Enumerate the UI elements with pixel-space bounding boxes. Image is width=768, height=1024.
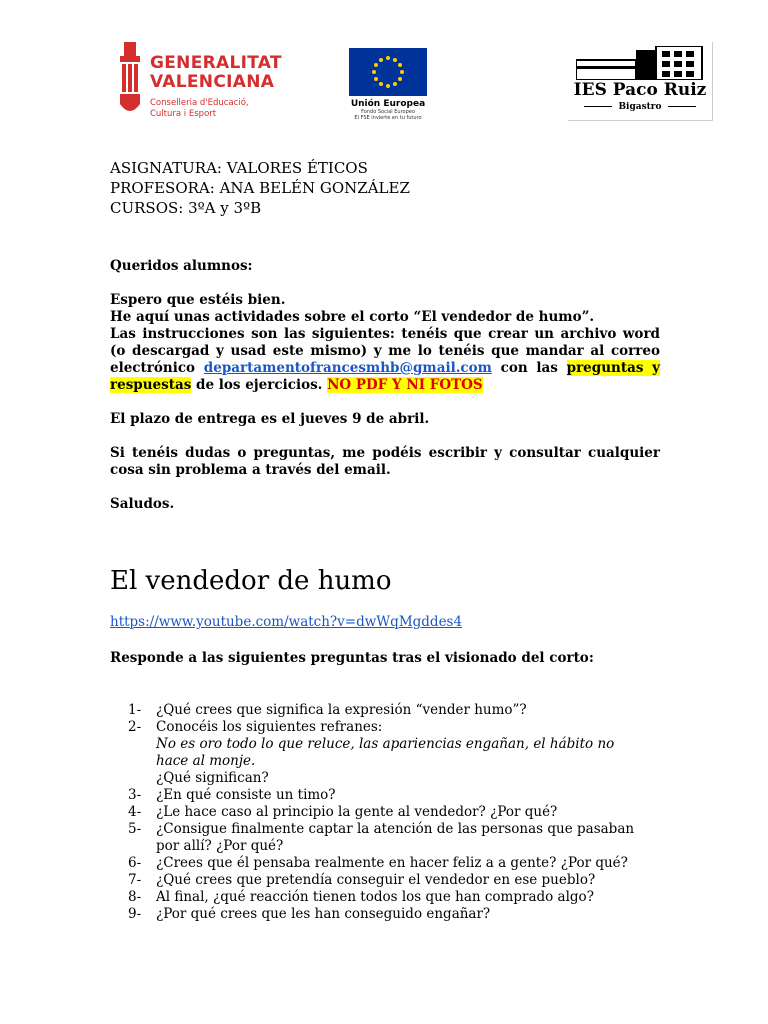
list-item: 2- Conocéis los siguientes refranes: No es oro todo lo que reluce, las apariencias engañan, el hábito no hace al monje. ¿Qué significan? bbox=[128, 719, 615, 786]
youtube-link[interactable]: https://www.youtube.com/watch?v=dwWqMgddes4 bbox=[110, 614, 463, 630]
activity-title: El vendedor de humo bbox=[110, 566, 392, 596]
list-item: 1- ¿Qué crees que significa la expresión “vender humo”? bbox=[128, 702, 527, 718]
questions-lead: Responde a las siguientes preguntas tras el visionado del corto: bbox=[110, 650, 594, 666]
generalitat-title: GENERALITAT VALENCIANA bbox=[150, 53, 282, 92]
courses-line: CURSOS: 3ºA y 3ºB bbox=[110, 199, 262, 217]
list-item: 4- ¿Le hace caso al principio la gente al vendedor? ¿Por qué? bbox=[128, 804, 558, 820]
eu-motto: El FSE invierte en tu futuro bbox=[354, 115, 422, 121]
generalitat-logo bbox=[118, 42, 298, 122]
course-info bbox=[110, 158, 660, 218]
teacher-line: PROFESORA: ANA BELÉN GONZÁLEZ bbox=[110, 179, 410, 197]
list-item: 7- ¿Qué crees que pretendía conseguir el vendedor en ese pueblo? bbox=[128, 872, 596, 888]
warning-text: NO PDF Y NI FOTOS bbox=[327, 377, 483, 393]
list-item: 8- Al final, ¿qué reacción tienen todos los que han comprado algo? bbox=[128, 889, 594, 905]
letter-line-1: Espero que estéis bien. bbox=[110, 292, 286, 308]
eu-logo bbox=[348, 48, 428, 126]
eu-fund: Fondo Social Europeo bbox=[361, 109, 415, 115]
eu-name: Unión Europea bbox=[350, 99, 426, 109]
doubts-paragraph: Si tenéis dudas o preguntas, me podéis escribir y consultar cualquier cosa sin problema a través del email. bbox=[110, 445, 660, 478]
subject-line: ASIGNATURA: VALORES ÉTICOS bbox=[110, 159, 368, 177]
school-logo bbox=[568, 42, 713, 121]
closing: Saludos. bbox=[110, 496, 175, 512]
letter-line-2: He aquí unas actividades sobre el corto “El vendedor de humo”. bbox=[110, 309, 595, 325]
instructions-paragraph: Las instrucciones son las siguientes: tenéis que crear un archivo word (o descargad y usad este mismo) y me lo tenéis que mandar al correo electrónico departamentofrancesmhb@gmail.com con las preguntas y respuestas de los ejercicios. NO PDF Y NI FOTOS bbox=[110, 326, 660, 393]
list-item: 9- ¿Por qué crees que les han conseguido engañar? bbox=[128, 906, 491, 922]
list-item: 5- ¿Consigue finalmente captar la atención de las personas que pasaban por allí? ¿Por qué? bbox=[128, 821, 635, 854]
header-logos bbox=[0, 40, 768, 130]
deadline: El plazo de entrega es el jueves 9 de abril. bbox=[110, 411, 430, 427]
letter-body bbox=[110, 258, 660, 513]
highlight-questions: preguntas y respuestas bbox=[110, 360, 660, 393]
generalitat-department: Conselleria d'Educació, Cultura i Esport bbox=[150, 98, 249, 119]
greeting: Queridos alumnos: bbox=[110, 258, 253, 274]
eu-flag-icon bbox=[349, 48, 427, 96]
questions-list bbox=[128, 702, 648, 923]
email-link[interactable]: departamentofrancesmhb@gmail.com bbox=[203, 360, 492, 376]
school-town: Bigastro bbox=[568, 102, 712, 112]
proverbs: No es oro todo lo que reluce, las apariencias engañan, el hábito no hace al monje. bbox=[156, 736, 615, 769]
generalitat-emblem-icon bbox=[118, 42, 144, 118]
list-item: 6- ¿Crees que él pensaba realmente en hacer feliz a a gente? ¿Por qué? bbox=[128, 855, 628, 871]
school-name: IES Paco Ruiz bbox=[573, 80, 707, 100]
school-building-icon bbox=[576, 46, 704, 80]
list-item: 3- ¿En qué consiste un timo? bbox=[128, 787, 336, 803]
